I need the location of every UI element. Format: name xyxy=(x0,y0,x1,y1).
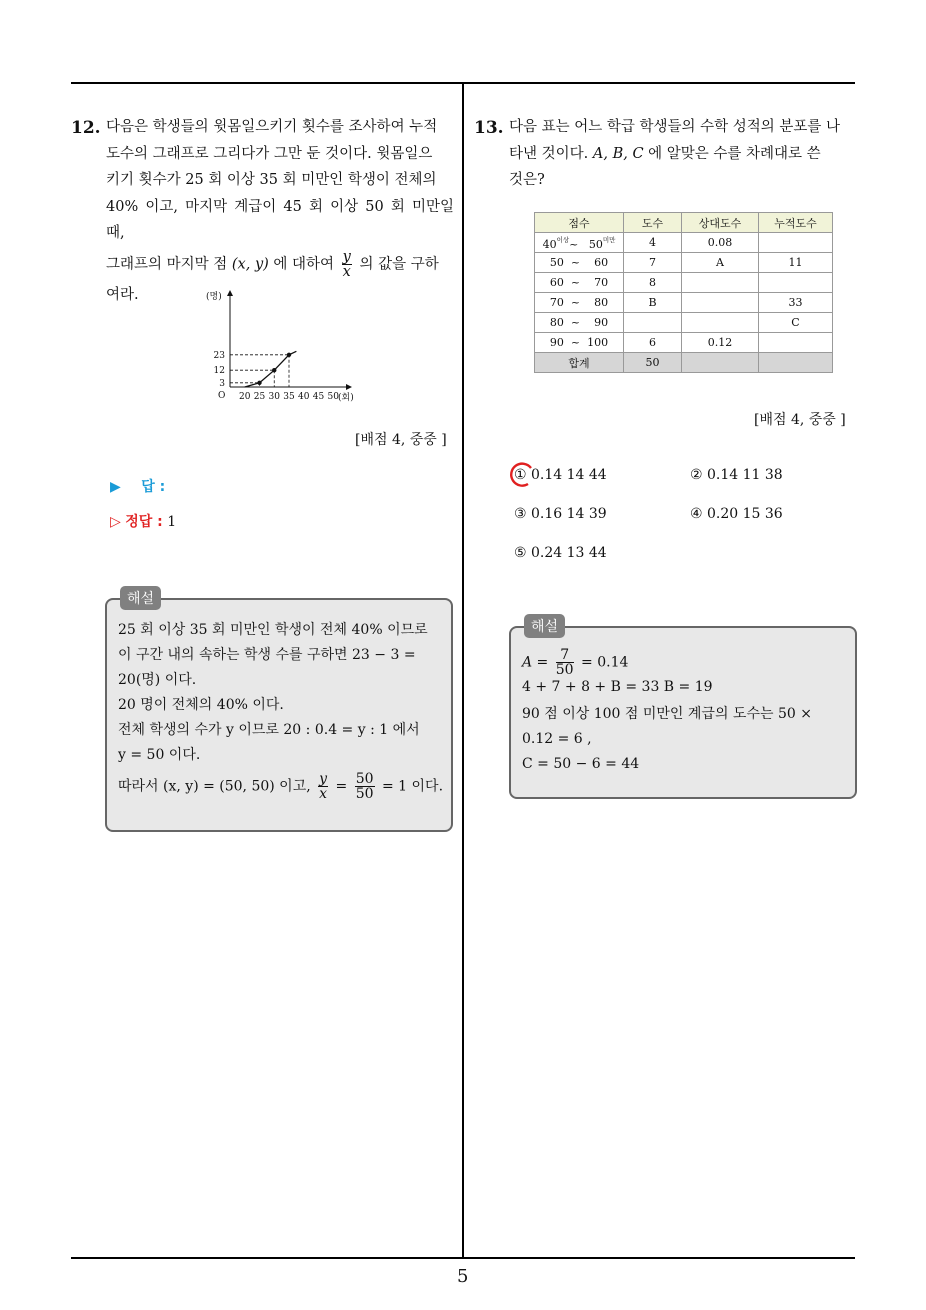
class-interval xyxy=(535,273,624,293)
table-total-row xyxy=(535,353,833,373)
q12-explanation-tag: 해설 xyxy=(120,586,161,610)
choice-4-mark: ④ xyxy=(690,506,703,522)
q12-line3: 키기 횟수가 25 회 이상 35 회 미만인 학생이 전체의 xyxy=(106,172,437,188)
q12-explain-frac2 xyxy=(355,772,375,801)
x-tick-label: 35 xyxy=(283,392,295,402)
q13-explain-line1a: A = xyxy=(522,654,549,671)
q13-explain-line1b: = 0.14 xyxy=(581,654,629,671)
q12-line1: 다음은 학생들의 윗몸일으키기 횟수를 조사하여 누적 xyxy=(106,119,438,135)
relative-cell: 0.08 xyxy=(682,233,759,253)
frequency-cell: 6 xyxy=(624,333,682,353)
q12-explain-line3: 20(명) 이다. xyxy=(118,672,197,688)
data-point xyxy=(272,368,276,372)
table-row xyxy=(535,233,833,253)
total-empty-cell xyxy=(682,353,759,373)
q13-score: [배점 4, 중중 ] xyxy=(754,412,846,428)
q12-line4: 40% 이고, 마지막 계급이 45 회 이상 50 회 미만일 때, xyxy=(106,198,454,241)
class-interval xyxy=(535,333,624,353)
class-low: 80 xyxy=(549,316,564,329)
header-relative-frequency: 상대도수 xyxy=(682,213,759,233)
q13-explanation-tag: 해설 xyxy=(524,614,565,638)
q13-line2a: 타낸 것이다. xyxy=(509,145,589,162)
origin-label: O xyxy=(218,391,226,401)
choice-3-mark: ③ xyxy=(514,506,527,522)
cumulative-cell: C xyxy=(759,313,833,333)
choice-2-text: 0.14 11 38 xyxy=(707,467,783,483)
header-cumulative-frequency: 누적도수 xyxy=(759,213,833,233)
cumulative-cell xyxy=(759,233,833,253)
relative-cell: 0.12 xyxy=(682,333,759,353)
q13-text xyxy=(509,114,857,194)
q13-explain-frac-den: 50 xyxy=(555,662,574,678)
correct-label: 정답 : xyxy=(125,514,163,530)
q12-explain-line7 xyxy=(118,772,444,801)
q12-explain-frac1-den: x xyxy=(319,786,328,802)
q12-explain-line2: 이 구간 내의 속하는 학생 수를 구하면 23 − 3 = xyxy=(118,647,416,663)
choice-1-mark: ① xyxy=(514,467,527,483)
answer-label: 답 : xyxy=(141,479,166,495)
chart-plot-area xyxy=(206,290,354,403)
q12-text xyxy=(106,114,454,308)
page-number: 5 xyxy=(457,1266,469,1287)
q12-explain-frac2-den: 50 xyxy=(355,786,374,802)
q13-line3: 것은? xyxy=(509,172,545,188)
q13-explain-line3: 90 점 이상 100 점 미만인 계급의 도수는 50 × xyxy=(522,706,812,722)
y-tick-label: 3 xyxy=(219,378,225,389)
correct-value: 1 xyxy=(167,514,177,530)
class-tilde: ~ xyxy=(570,256,581,269)
y-axis-arrow-icon xyxy=(227,290,233,296)
x-tick-label: 25 xyxy=(253,392,266,402)
column-divider xyxy=(462,82,464,1259)
class-high: 50 xyxy=(588,237,603,251)
class-high: 60 xyxy=(594,256,609,269)
q12-explain-eq: = xyxy=(335,778,348,795)
q12-correct-row xyxy=(110,511,176,531)
q13-explain-line4: 0.12 = 6 , xyxy=(522,731,592,747)
q12-line5c: 의 값을 구하 xyxy=(359,256,439,272)
frequency-cell: 4 xyxy=(624,233,682,253)
class-interval xyxy=(535,233,624,253)
q12-explain-line6: y = 50 이다. xyxy=(118,747,201,763)
cumulative-cell: 11 xyxy=(759,253,833,273)
selected-answer-circle-icon xyxy=(506,460,536,490)
class-sup-high: 미만 xyxy=(602,235,616,244)
total-empty-cell xyxy=(759,353,833,373)
y-axis-label: (명) xyxy=(206,292,222,302)
table-row xyxy=(535,273,833,293)
class-tilde: ~ xyxy=(570,276,581,289)
data-point xyxy=(287,353,291,357)
class-interval xyxy=(535,253,624,273)
table-header-row xyxy=(535,213,833,233)
q13-line2b: 에 알맞은 수를 차례대로 쓴 xyxy=(648,145,821,162)
q12-explain-line4: 20 명이 전체의 40% 이다. xyxy=(118,697,284,713)
class-tilde: ~ xyxy=(569,237,579,251)
table-row xyxy=(535,293,833,313)
class-interval xyxy=(535,293,624,313)
class-high: 90 xyxy=(594,316,609,329)
total-value: 50 xyxy=(624,353,682,373)
frequency-cell: 7 xyxy=(624,253,682,273)
q12-line5a: 그래프의 마지막 점 xyxy=(106,256,228,272)
q13-explain-frac xyxy=(556,648,574,677)
header-frequency: 도수 xyxy=(624,213,682,233)
class-tilde: ~ xyxy=(570,336,581,349)
choice-3[interactable] xyxy=(514,506,607,522)
choice-2-mark: ② xyxy=(690,467,703,483)
header-score: 점수 xyxy=(535,213,624,233)
q12-number: 12. xyxy=(71,118,101,138)
q12-line5 xyxy=(106,250,454,279)
q13-explain-line1 xyxy=(522,648,848,677)
bottom-rule xyxy=(71,1257,855,1259)
distribution-table xyxy=(534,212,833,373)
relative-cell: A xyxy=(682,253,759,273)
q13-line2 xyxy=(509,141,857,168)
q13-vars: A, B, C xyxy=(592,145,644,162)
answer-triangle-icon: ▶ xyxy=(110,479,121,495)
x-tick-label: 40 xyxy=(298,392,310,402)
class-high: 100 xyxy=(587,336,609,349)
q12-explain-line7a: 따라서 (x, y) = (50, 50) 이고, xyxy=(118,778,311,795)
q13-line1: 다음 표는 어느 학급 학생들의 수학 성적의 분포를 나 xyxy=(509,119,841,135)
q12-frac-num: y xyxy=(342,248,351,265)
choice-5[interactable] xyxy=(514,545,607,561)
class-low: 40 xyxy=(542,237,557,251)
q12-line2: 도수의 그래프로 그리다가 그만 둔 것이다. 윗몸일으 xyxy=(106,145,433,162)
q12-explain-frac1-num: y xyxy=(319,771,328,787)
q13-explain-line5: C = 50 − 6 = 44 xyxy=(522,756,640,772)
q12-line5b: 에 대하여 xyxy=(273,256,335,272)
q13-explanation-text xyxy=(522,648,848,777)
q12-explain-line7b: = 1 이다. xyxy=(381,778,444,795)
q12-point: (x, y) xyxy=(231,256,269,272)
choice-5-text: 0.24 13 44 xyxy=(531,545,607,561)
q12-explain-line1: 25 회 이상 35 회 미만인 학생이 전체 40% 이므로 xyxy=(118,622,428,638)
x-tick-label: 20 xyxy=(239,392,251,402)
q12-fraction xyxy=(342,250,352,279)
q12-frac-den: x xyxy=(342,263,351,280)
class-tilde: ~ xyxy=(570,316,581,329)
class-high: 70 xyxy=(594,276,609,289)
q13-explain-frac-num: 7 xyxy=(556,648,574,663)
table-row xyxy=(535,253,833,273)
q12-answer-row xyxy=(110,476,165,496)
class-low: 90 xyxy=(549,336,564,349)
frequency-cell: B xyxy=(624,293,682,313)
q12-explain-frac2-num: 50 xyxy=(355,771,374,787)
q13-number: 13. xyxy=(474,118,504,138)
table-row xyxy=(535,313,833,333)
frequency-cell xyxy=(624,313,682,333)
q12-score: [배점 4, 중중 ] xyxy=(355,432,447,448)
choice-1-text: 0.14 14 44 xyxy=(531,467,607,483)
relative-cell xyxy=(682,293,759,313)
x-tick-label: 50 xyxy=(327,392,339,402)
x-axis-arrow-icon xyxy=(346,384,352,390)
class-sup-low: 이상 xyxy=(556,235,570,244)
q13-explain-line2: 4 + 7 + 8 + B = 33 B = 19 xyxy=(522,679,713,695)
class-low: 60 xyxy=(549,276,564,289)
x-tick-label: 30 xyxy=(268,392,280,402)
relative-cell xyxy=(682,273,759,293)
class-interval xyxy=(535,313,624,333)
x-axis-label: (회) xyxy=(338,393,354,403)
y-tick-label: 23 xyxy=(213,350,225,361)
cumulative-cell xyxy=(759,333,833,353)
cumulative-cell xyxy=(759,273,833,293)
data-point xyxy=(257,381,261,385)
frequency-cell: 8 xyxy=(624,273,682,293)
choice-4[interactable] xyxy=(690,506,783,522)
cumulative-cell: 33 xyxy=(759,293,833,313)
table-row xyxy=(535,333,833,353)
choice-4-text: 0.20 15 36 xyxy=(707,506,783,522)
y-tick-label: 12 xyxy=(213,366,225,377)
class-low: 70 xyxy=(549,296,564,309)
class-high: 80 xyxy=(594,296,609,309)
choice-2[interactable] xyxy=(690,467,783,483)
q12-explain-line5: 전체 학생의 수가 y 이므로 20 : 0.4 = y : 1 에서 xyxy=(118,722,420,738)
total-label: 합계 xyxy=(535,353,624,373)
relative-cell xyxy=(682,313,759,333)
class-low: 50 xyxy=(549,256,564,269)
correct-triangle-icon: ▷ xyxy=(110,514,121,530)
x-tick-label: 45 xyxy=(312,392,325,402)
choice-5-mark: ⑤ xyxy=(514,545,527,561)
cumulative-frequency-chart xyxy=(200,286,360,406)
class-tilde: ~ xyxy=(570,296,581,309)
q12-line6: 여라. xyxy=(106,286,139,303)
q12-explain-frac1 xyxy=(318,772,328,801)
q12-explanation-text xyxy=(118,618,444,801)
choice-3-text: 0.16 14 39 xyxy=(531,506,607,522)
